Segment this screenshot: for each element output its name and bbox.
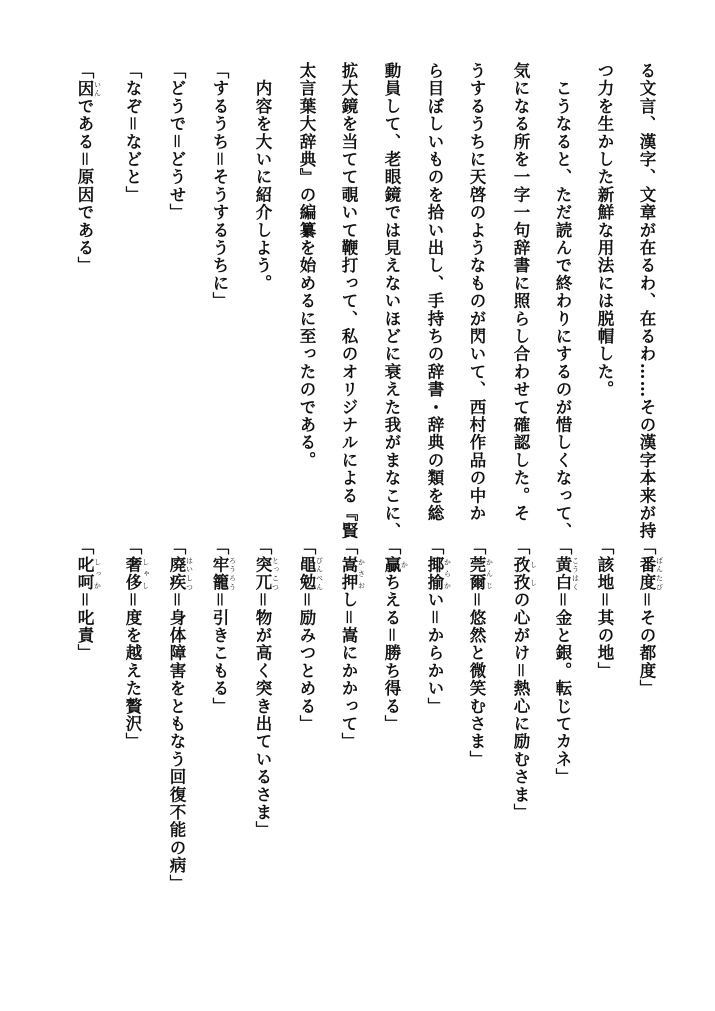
dictionary-entry: 「叱呵 しっか＝叱責」 xyxy=(75,538,102,662)
entry-definition: ＝其の地」 xyxy=(595,591,614,680)
dictionary-entry: 「牢籠 ろうろう＝引きこもる」 xyxy=(210,538,237,716)
entry-definition: の心がけ＝熱心に励むさま」 xyxy=(511,591,530,822)
entry-definition: ＝その都度」 xyxy=(637,591,656,698)
dictionary-entry: 「番度 ばんたび＝その都度」 xyxy=(637,538,664,698)
text-line: る文言、漢字、文章が在るわ、在るわ……その漢字本来が持 xyxy=(637,62,656,540)
dictionary-entry: 「奢侈 しゃし＝度を越えた贅沢」 xyxy=(123,538,150,751)
entry-ruby: とっこつ xyxy=(271,555,280,592)
entry-term: 該地 xyxy=(595,555,614,592)
entry-ruby: しゃし xyxy=(141,555,150,592)
entry-term: 奢侈 しゃし xyxy=(123,555,150,592)
entry-definition: である＝原因である」 xyxy=(75,97,94,275)
entry-ruby: か xyxy=(400,555,409,574)
entry-ruby: かんじ xyxy=(485,555,494,592)
entry-definition: ＝悠然と微笑むさま」 xyxy=(467,591,486,769)
entry-ruby: しし xyxy=(529,555,538,592)
entry-term: 牢籠 ろうろう xyxy=(210,555,237,592)
text-line: こうなると、ただ読んで終わりにするのが惜しくなって、 xyxy=(553,62,572,540)
entry-ruby: びんべん xyxy=(315,555,324,592)
text-line: つ力を生かした新鮮な用法には脱帽した。 xyxy=(595,62,614,399)
dictionary-entry: 「突兀 とっこつ＝物が高く突き出ているさま」 xyxy=(253,538,280,839)
entry-term: 廃疾 はいしつ xyxy=(167,555,194,592)
entry-term: 黄白 こうはく xyxy=(553,555,580,592)
dictionary-entry: 「莞爾 かんじ＝悠然と微笑むさま」 xyxy=(467,538,494,769)
text-line: 動員して、老眼鏡では見えないほどに衰えた我がまなこに、 xyxy=(382,62,401,540)
entry-definition: い＝からかい」 xyxy=(425,591,444,716)
entry-ruby: からか xyxy=(443,555,452,592)
entry-term: 黽勉 びんべん xyxy=(297,555,324,592)
entry-definition: ＝金と銀。転じてカネ」 xyxy=(553,591,572,786)
text-line: 内容を大いに紹介しよう。 xyxy=(253,62,272,293)
entry-ruby: いん xyxy=(93,79,102,98)
entry-ruby: かさお xyxy=(357,555,366,592)
text-line: 拡大鏡を当てて覗いて鞭打って、私のオリジナルによる『賢 xyxy=(339,62,358,540)
entry-ruby: ろうろう xyxy=(228,555,237,592)
entry-term: 嵩押 かさお xyxy=(339,555,366,592)
dictionary-entry: 「どうで＝どうせ」 xyxy=(167,62,186,222)
entry-ruby: ばんたび xyxy=(655,555,664,592)
entry-definition: ＝叱責」 xyxy=(75,591,94,662)
text-line: 気になる所を一字一句辞書に照らし合わせて確認した。そ xyxy=(511,62,530,523)
entry-ruby: こうはく xyxy=(571,555,580,592)
entry-definition: ＝度を越えた贅沢」 xyxy=(123,591,142,751)
dictionary-entry: 「なぞ＝などと」 xyxy=(123,62,142,204)
entry-definition: ＝身体障害をともなう回復不能の病」 xyxy=(167,591,186,893)
entry-term: 莞爾 かんじ xyxy=(467,555,494,592)
entry-definition: ちえる＝勝ち得る」 xyxy=(382,573,401,733)
entry-term: 突兀 とっこつ xyxy=(253,555,280,592)
entry-definition: ＝引きこもる」 xyxy=(210,591,229,716)
dictionary-entry: 「該地＝其の地」 xyxy=(595,538,614,680)
entry-ruby: はいしつ xyxy=(185,555,194,592)
entry-definition: ＝物が高く突き出ているさま」 xyxy=(253,591,272,839)
text-line: ら目ぼしいものを拾い出し、手持ちの辞書・辞典の類を総 xyxy=(425,62,444,523)
dictionary-entry: 「廃疾 はいしつ＝身体障害をともなう回復不能の病」 xyxy=(167,538,194,893)
entry-ruby: しっか xyxy=(93,555,102,592)
entry-term: 贏 か xyxy=(382,555,409,574)
entry-term: 孜孜 しし xyxy=(511,555,538,592)
entry-open-bracket: 「 xyxy=(75,62,94,80)
dictionary-entry xyxy=(74,62,102,274)
dictionary-entry: 「黄白 こうはく＝金と銀。転じてカネ」 xyxy=(553,538,580,786)
dictionary-entry: 「嵩押 かさおし＝嵩にかかって」 xyxy=(339,538,366,751)
entry-term: 番度 ばんたび xyxy=(637,555,664,592)
entry-term: 揶揄 からか xyxy=(425,555,452,592)
dictionary-entry: 「揶揄 からかい＝からかい」 xyxy=(425,538,452,716)
dictionary-entry: 「贏 かちえる＝勝ち得る」 xyxy=(382,538,409,733)
entry-term: 因 いん xyxy=(75,79,102,98)
dictionary-entry: 「黽勉 びんべん＝励みつとめる」 xyxy=(297,538,324,733)
dictionary-entry: 「するうち＝そうするうちに」 xyxy=(210,62,229,310)
entry-definition: し＝嵩にかかって」 xyxy=(339,591,358,751)
dictionary-entry: 「孜孜 ししの心がけ＝熱心に励むさま」 xyxy=(511,538,538,822)
entry-term: 叱呵 しっか xyxy=(75,555,102,592)
text-line: うするうちに天啓のようなものが閃いて、西村作品の中か xyxy=(467,62,486,523)
text-line: 太言葉大辞典』の編纂を始めるに至ったのである。 xyxy=(297,62,316,470)
entry-definition: ＝励みつとめる」 xyxy=(297,591,316,733)
